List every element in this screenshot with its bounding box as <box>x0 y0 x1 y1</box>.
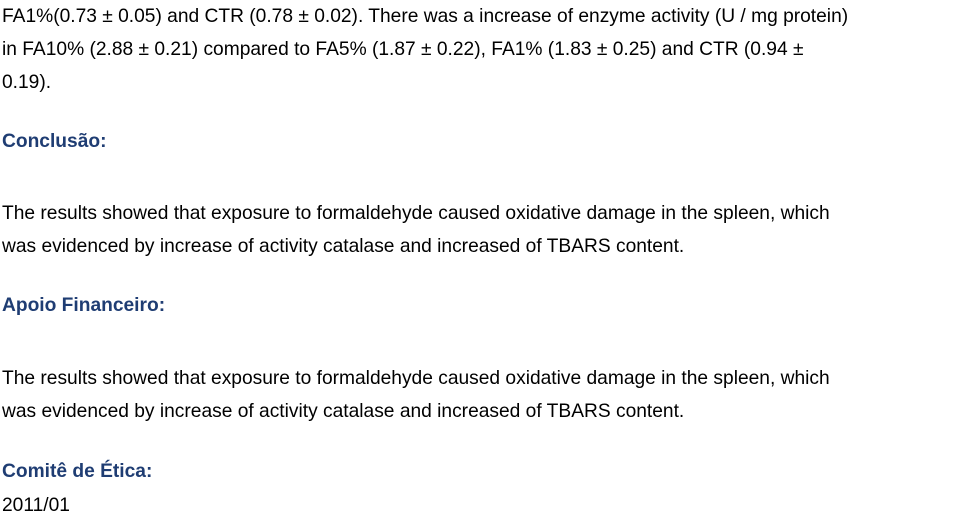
conclusao-paragraph <box>2 197 830 263</box>
results-paragraph <box>2 0 848 99</box>
apoio-line-2: was evidenced by increase of activity catalase and increased of TBARS content. <box>2 401 685 422</box>
apoio-financeiro-paragraph <box>2 362 830 428</box>
comite-etica-value: 2011/01 <box>2 495 70 516</box>
apoio-financeiro-heading: Apoio Financeiro: <box>2 295 166 316</box>
comite-etica-heading: Comitê de Ética: <box>2 461 153 482</box>
conclusao-line-1: The results showed that exposure to formaldehyde caused oxidative damage in the spleen, which <box>2 203 830 224</box>
apoio-line-1: The results showed that exposure to formaldehyde caused oxidative damage in the spleen, which <box>2 368 830 389</box>
results-line-3: 0.19). <box>2 72 52 93</box>
results-line-2: in FA10% (2.88 ± 0.21) compared to FA5% (1.87 ± 0.22), FA1% (1.83 ± 0.25) and CTR (0.94 ± <box>2 39 804 60</box>
results-line-1: FA1%(0.73 ± 0.05) and CTR (0.78 ± 0.02). There was a increase of enzyme activity (U / mg protein) <box>2 6 849 27</box>
conclusao-line-2: was evidenced by increase of activity catalase and increased of TBARS content. <box>2 236 685 257</box>
conclusao-heading: Conclusão: <box>2 131 107 152</box>
